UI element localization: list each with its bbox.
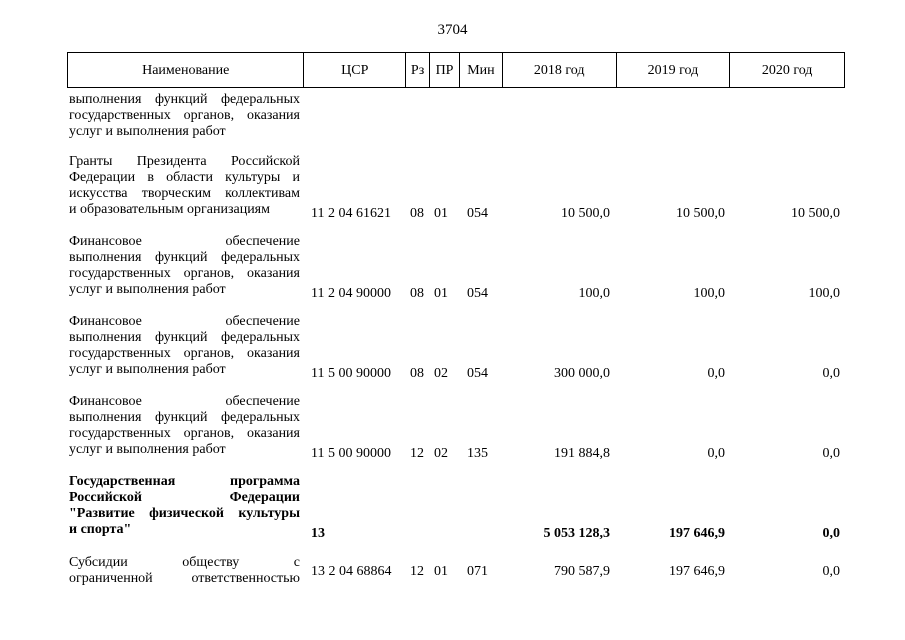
header-2020: 2020 год (761, 63, 813, 78)
name-line: Финансовое обеспечение (69, 394, 300, 409)
name-line: услуг и выполнения работ (69, 124, 226, 139)
header-2019: 2019 год (617, 53, 731, 87)
row-2020: 0,0 (822, 564, 840, 579)
row-name (69, 555, 300, 587)
row-2019: 10 500,0 (676, 206, 725, 221)
row-name (69, 234, 300, 298)
name-line: выполнения функций федеральных (69, 250, 300, 265)
row-2018: 790 587,9 (554, 564, 610, 579)
row-2019: 0,0 (707, 366, 725, 381)
name-line: ограниченной ответственностью (69, 571, 300, 586)
name-line: выполнения функций федеральных (69, 330, 300, 345)
row-min: 071 (467, 564, 488, 579)
name-line: Государственная программа (69, 474, 300, 489)
row-rz: 12 (410, 564, 424, 579)
row-2019: 197 646,9 (669, 564, 725, 579)
name-line: услуг и выполнения работ (69, 362, 226, 377)
row-2020: 0,0 (822, 366, 840, 381)
name-line: услуг и выполнения работ (69, 282, 226, 297)
row-csr: 13 (311, 526, 325, 541)
name-line: Финансовое обеспечение (69, 314, 300, 329)
row-2020: 10 500,0 (791, 206, 840, 221)
name-line: "Развитие физической культуры (69, 506, 300, 521)
row-2020: 0,0 (822, 526, 840, 541)
header-pr: ПР (430, 53, 460, 87)
row-2018: 10 500,0 (561, 206, 610, 221)
row-csr: 11 2 04 61621 (311, 206, 391, 221)
row-2020: 0,0 (822, 446, 840, 461)
row-min: 054 (467, 366, 488, 381)
row-rz: 08 (410, 366, 424, 381)
row-csr: 11 2 04 90000 (311, 286, 391, 301)
row-name (69, 92, 300, 140)
name-line: Федерации в области культуры и (69, 170, 300, 185)
row-rz: 08 (410, 286, 424, 301)
row-min: 054 (467, 206, 488, 221)
row-name (69, 394, 300, 458)
row-2018: 5 053 128,3 (543, 526, 610, 541)
row-name (69, 314, 300, 378)
row-pr: 02 (434, 446, 448, 461)
header-csr: ЦСР (304, 53, 406, 87)
name-line: и спорта" (69, 522, 132, 537)
name-line: услуг и выполнения работ (69, 442, 226, 457)
name-line: Российской Федерации (69, 490, 300, 505)
name-line: государственных органов, оказания (69, 266, 300, 281)
name-line: искусства творческим коллективам (69, 186, 300, 201)
name-line: Финансовое обеспечение (69, 234, 300, 249)
row-2019: 100,0 (693, 286, 725, 301)
row-name (69, 474, 300, 538)
row-name (69, 154, 300, 218)
name-line: государственных органов, оказания (69, 426, 300, 441)
name-line: выполнения функций федеральных (69, 410, 300, 425)
header-rz: Рз (406, 53, 430, 87)
name-line: государственных органов, оказания (69, 108, 300, 123)
row-2019: 197 646,9 (669, 526, 725, 541)
header-2018: 2018 год (503, 53, 617, 87)
row-csr: 13 2 04 68864 (311, 564, 392, 579)
row-min: 054 (467, 286, 488, 301)
row-pr: 01 (434, 564, 448, 579)
name-line: Субсидии обществу с (69, 555, 300, 570)
row-pr: 01 (434, 286, 448, 301)
row-csr: 11 5 00 90000 (311, 446, 391, 461)
row-csr: 11 5 00 90000 (311, 366, 391, 381)
row-2019: 0,0 (707, 446, 725, 461)
table-header (67, 52, 845, 88)
row-min: 135 (467, 446, 488, 461)
row-2018: 100,0 (578, 286, 610, 301)
name-line: и образовательным организациям (69, 202, 270, 217)
row-pr: 02 (434, 366, 448, 381)
row-2018: 191 884,8 (554, 446, 610, 461)
row-pr: 01 (434, 206, 448, 221)
row-2020: 100,0 (808, 286, 840, 301)
header-min: Мин (460, 53, 503, 87)
row-rz: 12 (410, 446, 424, 461)
name-line: Гранты Президента Российской (69, 154, 300, 169)
page-number: 3704 (437, 22, 468, 38)
name-line: государственных органов, оказания (69, 346, 300, 361)
header-name: Наименование (68, 53, 304, 87)
name-line: выполнения функций федеральных (69, 92, 300, 107)
row-2018: 300 000,0 (554, 366, 610, 381)
row-rz: 08 (410, 206, 424, 221)
